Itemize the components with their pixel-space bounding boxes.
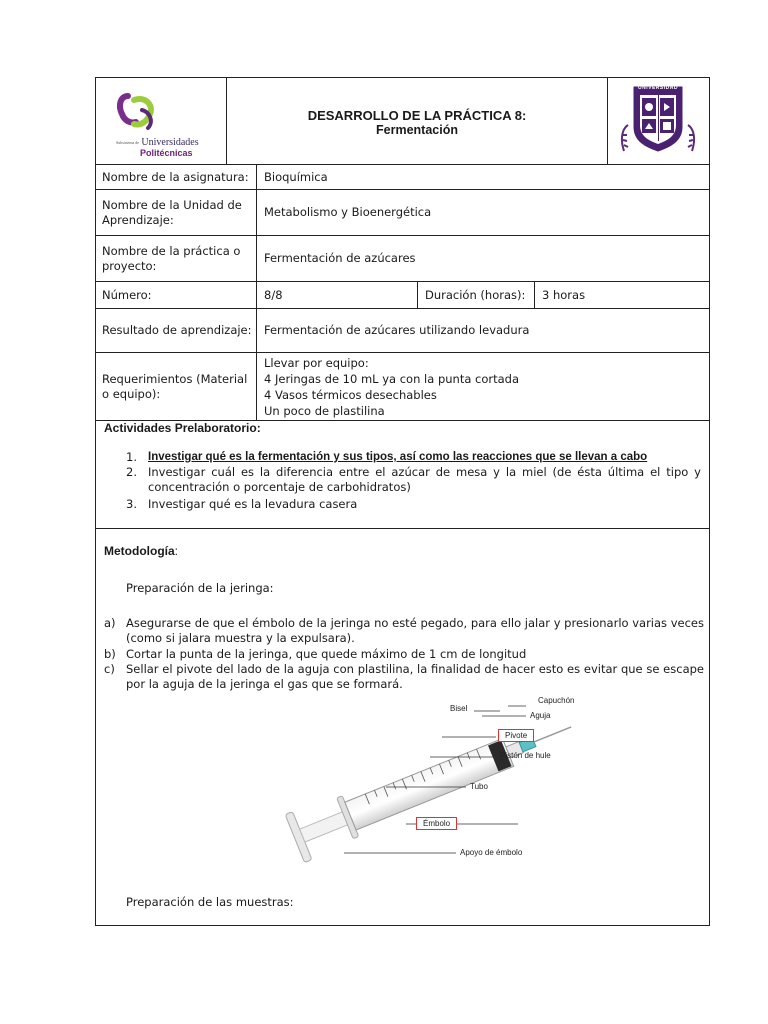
left-logo-cell <box>96 78 227 164</box>
right-logo-cell <box>608 78 709 164</box>
prelab-item <box>126 497 701 512</box>
value-practica: Fermentación de azúcares <box>264 251 416 265</box>
practice-document <box>95 77 710 926</box>
label-resultado: Resultado de aprendizaje: <box>96 309 257 352</box>
label-requerimientos: Requerimientos (Material o equipo): <box>96 353 257 420</box>
method-step-text: Asegurarse de que el émbolo de la jeringa no esté pegado, para ello jalar y presionarlo varias veces (como si jalara muestra y la expulsara). <box>126 616 704 645</box>
prelab-item-text: Investigar qué es la levadura casera <box>148 497 358 511</box>
req-line: 4 Vasos térmicos desechables <box>264 388 437 402</box>
label-piston: Pistón de hule <box>500 751 551 760</box>
req-line: Un poco de plastilina <box>264 404 385 418</box>
row-numero <box>96 282 709 309</box>
label-capuchon: Capuchón <box>538 696 575 705</box>
crest-text: UNIVERSIDAD <box>638 85 678 91</box>
value-numero: 8/8 <box>258 282 418 308</box>
prelab-item-text: Investigar cuál es la diferencia entre el azúcar de mesa y la miel (de ésta última el tipo y concentración o porcentaje de carbohidratos) <box>148 465 701 494</box>
label-numero: Número: <box>96 282 257 308</box>
value-resultado: Fermentación de azúcares utilizando levadura <box>264 323 530 337</box>
label-duracion: Duración (horas): <box>419 282 535 308</box>
document-title: DESARROLLO DE LA PRÁCTICA 8: <box>307 108 527 123</box>
row-unidad <box>96 190 709 236</box>
req-line: 4 Jeringas de 10 mL ya con la punta cortada <box>264 372 520 386</box>
method-step-letter: c) <box>104 662 115 676</box>
req-line: Llevar por equipo: <box>264 356 369 370</box>
title-cell <box>227 78 608 164</box>
methodology-colon: : <box>174 544 179 558</box>
university-crest-icon <box>618 81 698 161</box>
method-step-letter: b) <box>104 647 116 661</box>
row-resultado <box>96 309 709 353</box>
document-subtitle: Fermentación <box>376 123 458 137</box>
logo-prefix: Subsistema de <box>116 140 139 145</box>
prelab-item-text: Investigar qué es la fermentación y sus tipos, así como las reacciones que se llevan a cabo <box>148 451 648 463</box>
methodology-section <box>96 529 709 925</box>
prelab-item-number: 1. <box>126 450 137 464</box>
prelab-item <box>126 450 701 465</box>
label-embolo: Émbolo <box>416 817 457 830</box>
label-unidad: Nombre de la Unidad de Aprendizaje: <box>96 190 257 235</box>
label-pivote: Pivote <box>498 729 534 742</box>
prelab-item-number: 3. <box>126 497 137 511</box>
logo-sub: Politécnicas <box>140 148 193 159</box>
prelab-item <box>126 465 701 495</box>
label-asignatura: Nombre de la asignatura: <box>96 165 257 189</box>
label-practica: Nombre de la práctica o proyecto: <box>96 236 257 281</box>
prelab-section <box>96 421 709 529</box>
label-apoyo: Apoyo de émbolo <box>460 848 523 857</box>
label-bisel: Bisel <box>450 704 468 713</box>
value-asignatura: Bioquímica <box>264 169 328 184</box>
methodology-title <box>104 544 178 558</box>
method-step-text: Cortar la punta de la jeringa, que quede máximo de 1 cm de longitud <box>126 647 527 661</box>
value-unidad: Metabolismo y Bioenergética <box>264 205 432 219</box>
method-step <box>104 662 704 692</box>
methodology-sub1: Preparación de la jeringa: <box>126 581 274 595</box>
row-practica <box>96 236 709 282</box>
method-step <box>104 616 704 646</box>
left-logo-text <box>116 138 216 159</box>
label-leader-lines <box>268 701 588 867</box>
methodology-title-text: Metodología <box>104 544 175 558</box>
universidades-politecnicas-logo-icon <box>110 92 170 136</box>
method-step-text: Sellar el pivote del lado de la aguja con plastilina, la finalidad de hacer esto es evitar que se escape por la aguja de la jeringa el gas que se formará. <box>126 662 704 691</box>
row-asignatura <box>96 165 709 190</box>
document-header <box>96 78 709 165</box>
logo-name: Universidades <box>141 137 199 149</box>
syringe-diagram <box>268 696 588 867</box>
value-requerimientos <box>258 355 519 419</box>
method-step-letter: a) <box>104 616 116 630</box>
label-tubo: Tubo <box>470 782 488 791</box>
prelab-title: Actividades Prelaboratorio: <box>104 421 261 435</box>
row-requerimientos <box>96 353 709 421</box>
label-aguja: Aguja <box>530 711 551 720</box>
prelab-item-number: 2. <box>126 465 137 479</box>
value-duracion: 3 horas <box>542 287 586 302</box>
methodology-sub2: Preparación de las muestras: <box>126 895 294 909</box>
method-step <box>104 647 704 662</box>
